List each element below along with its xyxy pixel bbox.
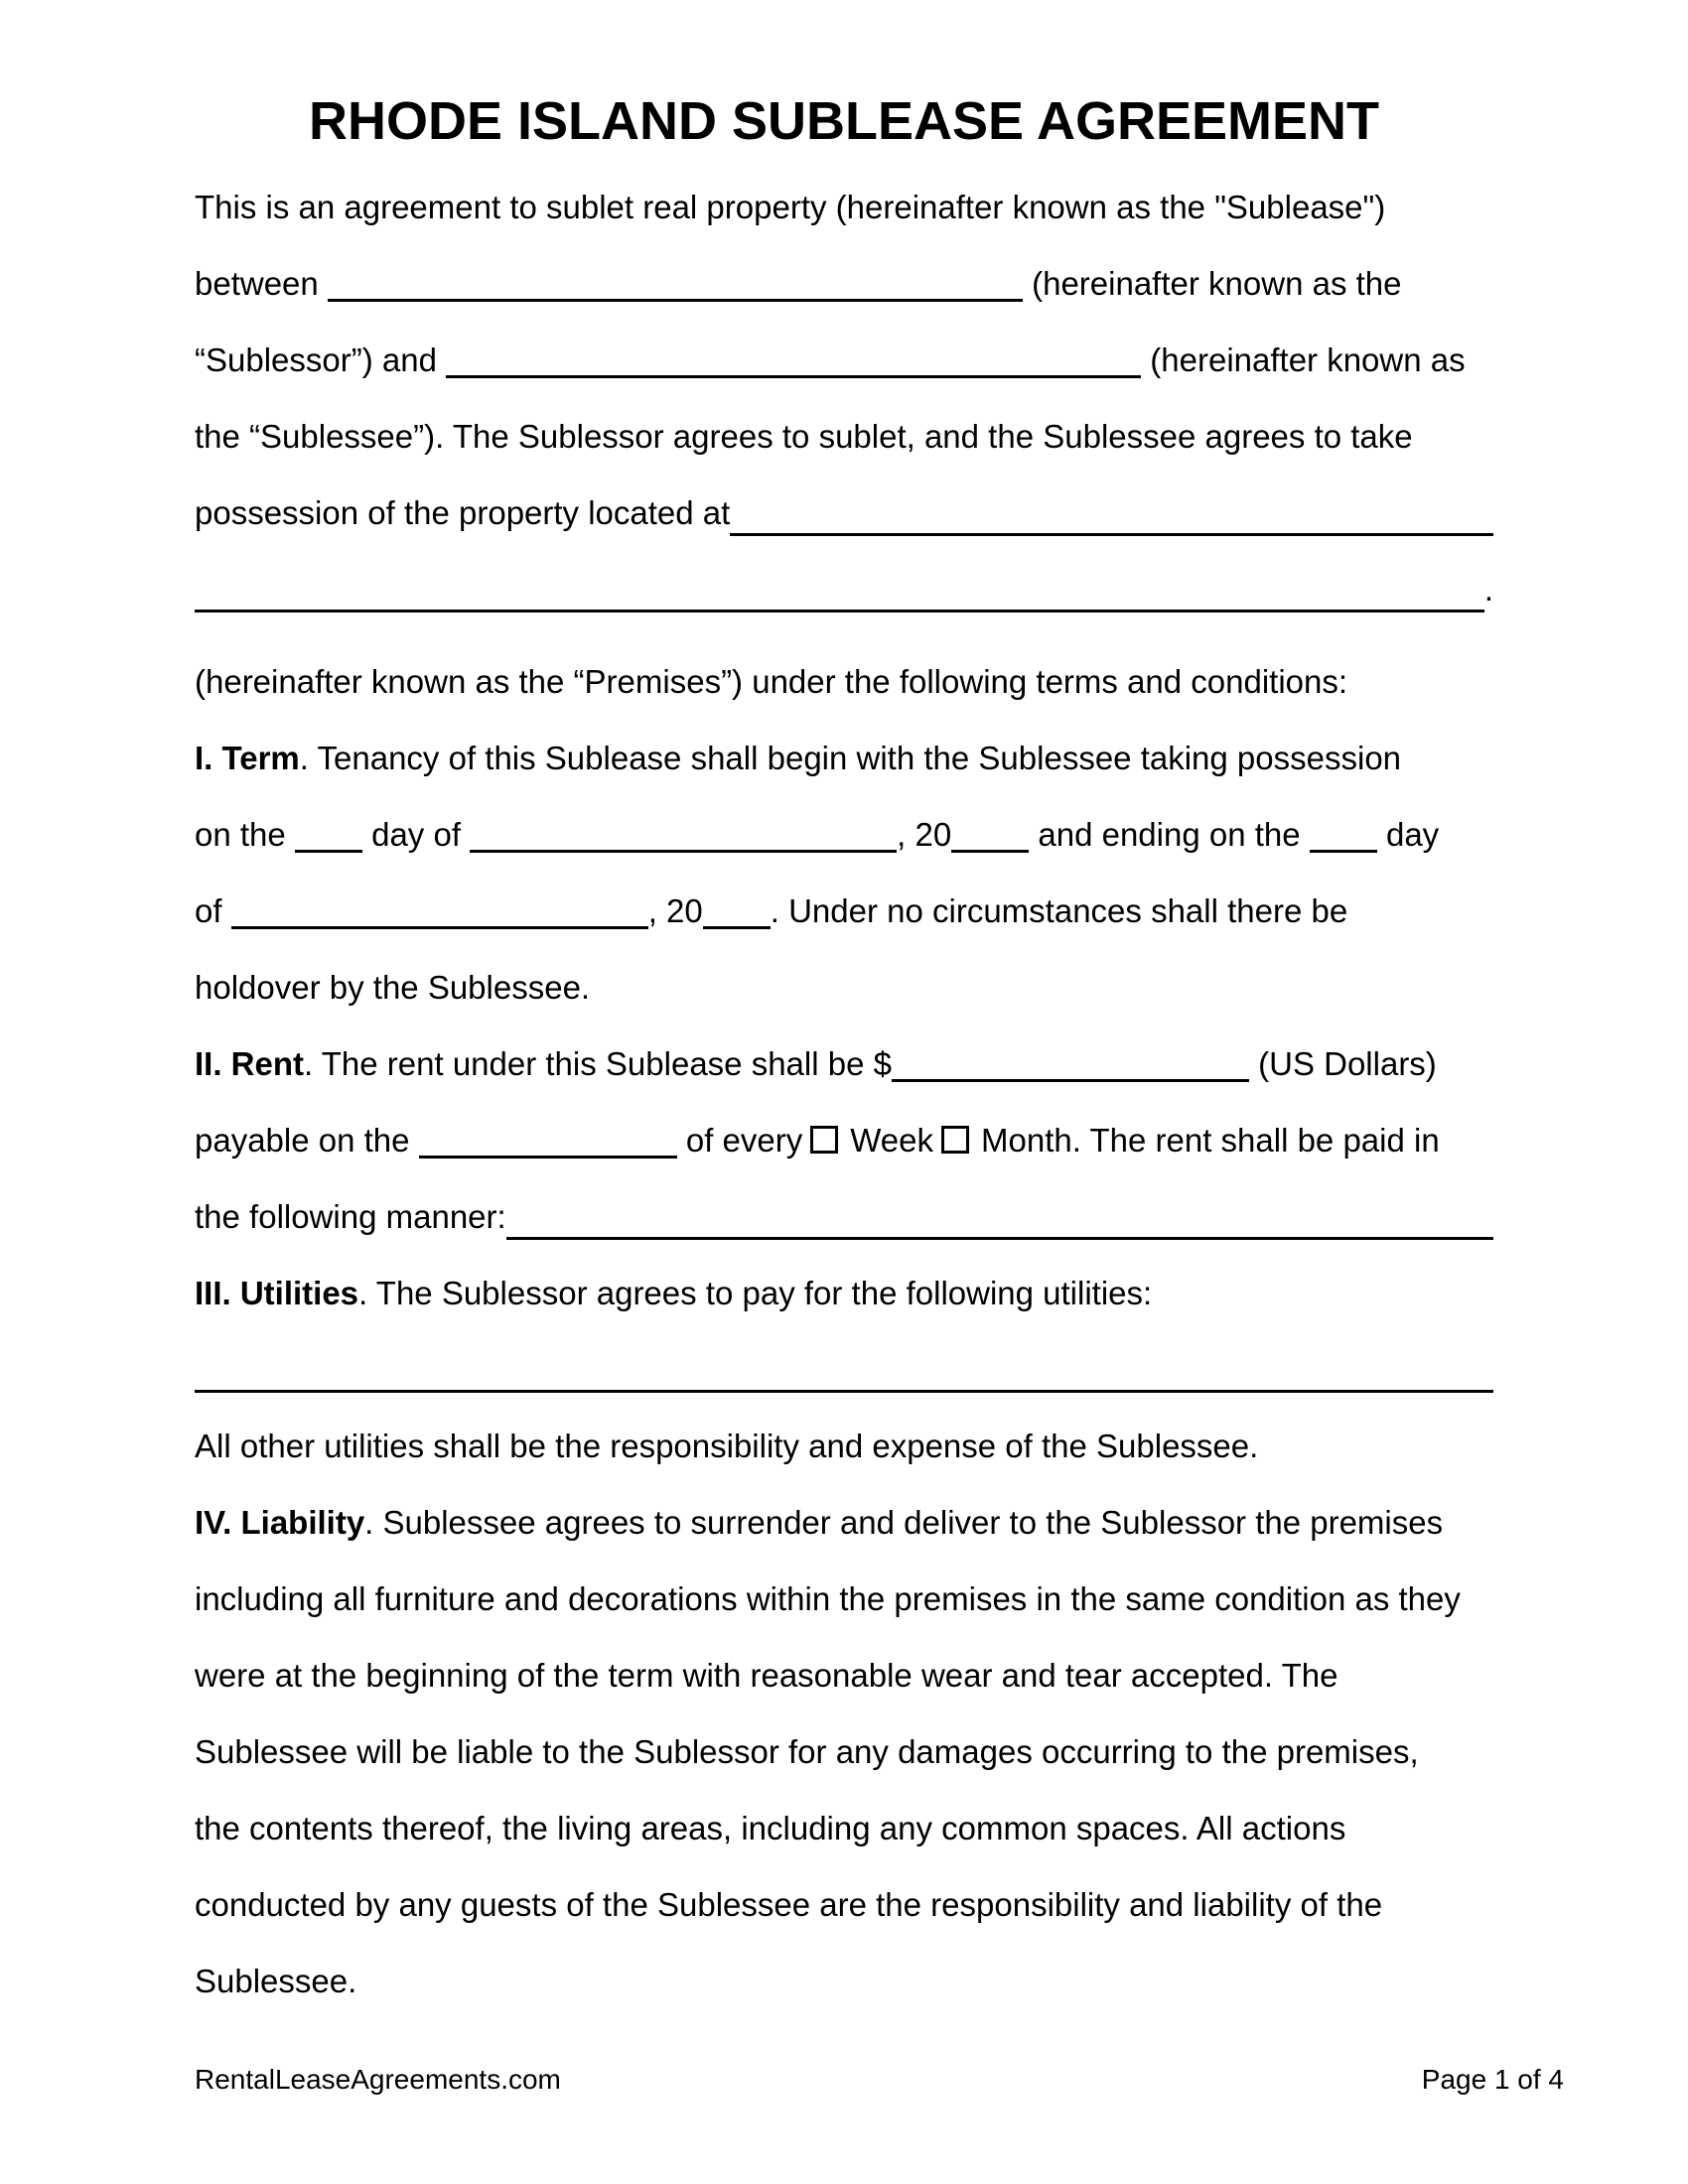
term-text-3a: of: [195, 892, 231, 929]
intro-text-3a: “Sublessor”) and: [195, 341, 447, 378]
intro-text-2a: between: [195, 265, 328, 302]
utilities-line-3: [195, 1408, 1493, 1484]
term-text-2d: and ending on the: [1029, 816, 1310, 853]
rent-due-day-blank[interactable]: [419, 1153, 677, 1159]
term-text-2b: day of: [361, 816, 471, 853]
rent-text-3a: the following manner:: [195, 1198, 506, 1235]
week-label: Week: [850, 1122, 934, 1159]
term-line-2: [195, 796, 1493, 873]
liability-text-4: Sublessee will be liable to the Sublessor for any damages occurring to the premises,: [195, 1733, 1419, 1770]
sublessee-name-blank[interactable]: [446, 372, 1141, 378]
liability-line-5: [195, 1790, 1493, 1866]
intro-line-2: [195, 245, 1493, 322]
footer-page-number: Page 1 of 4: [1421, 2064, 1564, 2095]
term-text-2e: day: [1376, 816, 1440, 853]
rent-line-2: [195, 1102, 1493, 1178]
intro-text-4: the “Sublessee”). The Sublessor agrees to sublet, and the Sublessee agrees to take: [195, 418, 1413, 455]
intro-line-3: [195, 322, 1493, 398]
start-year-blank[interactable]: [951, 847, 1029, 853]
premises-text: (hereinafter known as the “Premises”) under the following terms and conditions:: [195, 663, 1348, 700]
utilities-list-blank[interactable]: [195, 1331, 1493, 1393]
intro-line-1: [195, 169, 1493, 245]
month-label: Month.: [981, 1122, 1081, 1159]
utilities-line-2: [195, 1331, 1493, 1408]
term-line-1: [195, 720, 1493, 796]
intro-line-6: [195, 551, 1493, 627]
property-address-blank-1[interactable]: [730, 475, 1493, 536]
term-heading: I. Term: [195, 740, 300, 776]
footer-site-name: RentalLeaseAgreements.com: [195, 2064, 561, 2095]
liability-heading: IV. Liability: [195, 1504, 365, 1541]
rent-line-3: [195, 1178, 1493, 1255]
month-checkbox[interactable]: [941, 1126, 969, 1154]
liability-text-7: Sublessee.: [195, 1963, 357, 1999]
intro-line-5: [195, 475, 1493, 551]
utilities-line-1: [195, 1255, 1493, 1331]
rent-line-1: [195, 1025, 1493, 1102]
term-line-4: [195, 949, 1493, 1025]
liability-text-6: conducted by any guests of the Sublessee are the responsibility and liability of the: [195, 1886, 1383, 1923]
intro-text-1: This is an agreement to sublet real property (hereinafter known as the "Sublease"): [195, 189, 1386, 225]
liability-line-4: [195, 1713, 1493, 1790]
liability-text-2: including all furniture and decorations within the premises in the same condition as they: [195, 1580, 1461, 1617]
page-title: RHODE ISLAND SUBLEASE AGREEMENT: [308, 91, 1380, 151]
payment-manner-blank[interactable]: [506, 1178, 1493, 1240]
property-address-blank-2[interactable]: [195, 551, 1484, 613]
liability-line-7: [195, 1943, 1493, 2019]
end-day-blank[interactable]: [1310, 847, 1377, 853]
intro-text-2b: (hereinafter known as the: [1022, 265, 1402, 302]
end-month-blank[interactable]: [231, 923, 648, 929]
rent-text-2b: of every: [676, 1122, 803, 1159]
term-text-2c: , 20: [897, 816, 952, 853]
rent-heading: II. Rent: [195, 1045, 305, 1082]
sublessor-name-blank[interactable]: [328, 296, 1023, 302]
rent-text-1a: . The rent under this Sublease shall be $: [304, 1045, 892, 1082]
rent-text-2a: payable on the: [195, 1122, 419, 1159]
term-text-3b: , 20: [647, 892, 703, 929]
term-line-3: [195, 873, 1493, 949]
liability-text-5: the contents thereof, the living areas, including any common spaces. All actions: [195, 1810, 1346, 1846]
liability-line-6: [195, 1866, 1493, 1943]
liability-line-1: [195, 1484, 1493, 1561]
intro-text-3b: (hereinafter known as: [1141, 341, 1466, 378]
intro-line-4: [195, 398, 1493, 475]
premises-line: [195, 643, 1493, 720]
week-checkbox[interactable]: [810, 1126, 838, 1154]
utilities-text-1: . The Sublessor agrees to pay for the following utilities:: [358, 1275, 1153, 1311]
intro-text-5: possession of the property located at: [195, 494, 731, 531]
term-text-4: holdover by the Sublessee.: [195, 969, 591, 1006]
start-day-blank[interactable]: [295, 847, 362, 853]
rent-amount-blank[interactable]: [892, 1076, 1249, 1082]
liability-text-3: were at the beginning of the term with reasonable wear and tear accepted. The: [195, 1657, 1338, 1694]
liability-line-3: [195, 1637, 1493, 1713]
end-year-blank[interactable]: [703, 923, 771, 929]
term-text-1: . Tenancy of this Sublease shall begin with the Sublessee taking possession: [299, 740, 1402, 776]
liability-text-1: . Sublessee agrees to surrender and deliver to the Sublessor the premises: [364, 1504, 1444, 1541]
intro-text-6-period: .: [1483, 571, 1493, 608]
rent-text-2c: The rent shall be paid in: [1080, 1122, 1440, 1159]
rent-text-1b: (US Dollars): [1248, 1045, 1437, 1082]
term-text-2a: on the: [195, 816, 295, 853]
utilities-text-3: All other utilities shall be the responsibility and expense of the Sublessee.: [195, 1428, 1259, 1464]
liability-line-2: [195, 1561, 1493, 1637]
term-text-3c: . Under no circumstances shall there be: [770, 892, 1348, 929]
utilities-heading: III. Utilities: [195, 1275, 359, 1311]
document-body: [195, 169, 1493, 2019]
start-month-blank[interactable]: [470, 847, 897, 853]
